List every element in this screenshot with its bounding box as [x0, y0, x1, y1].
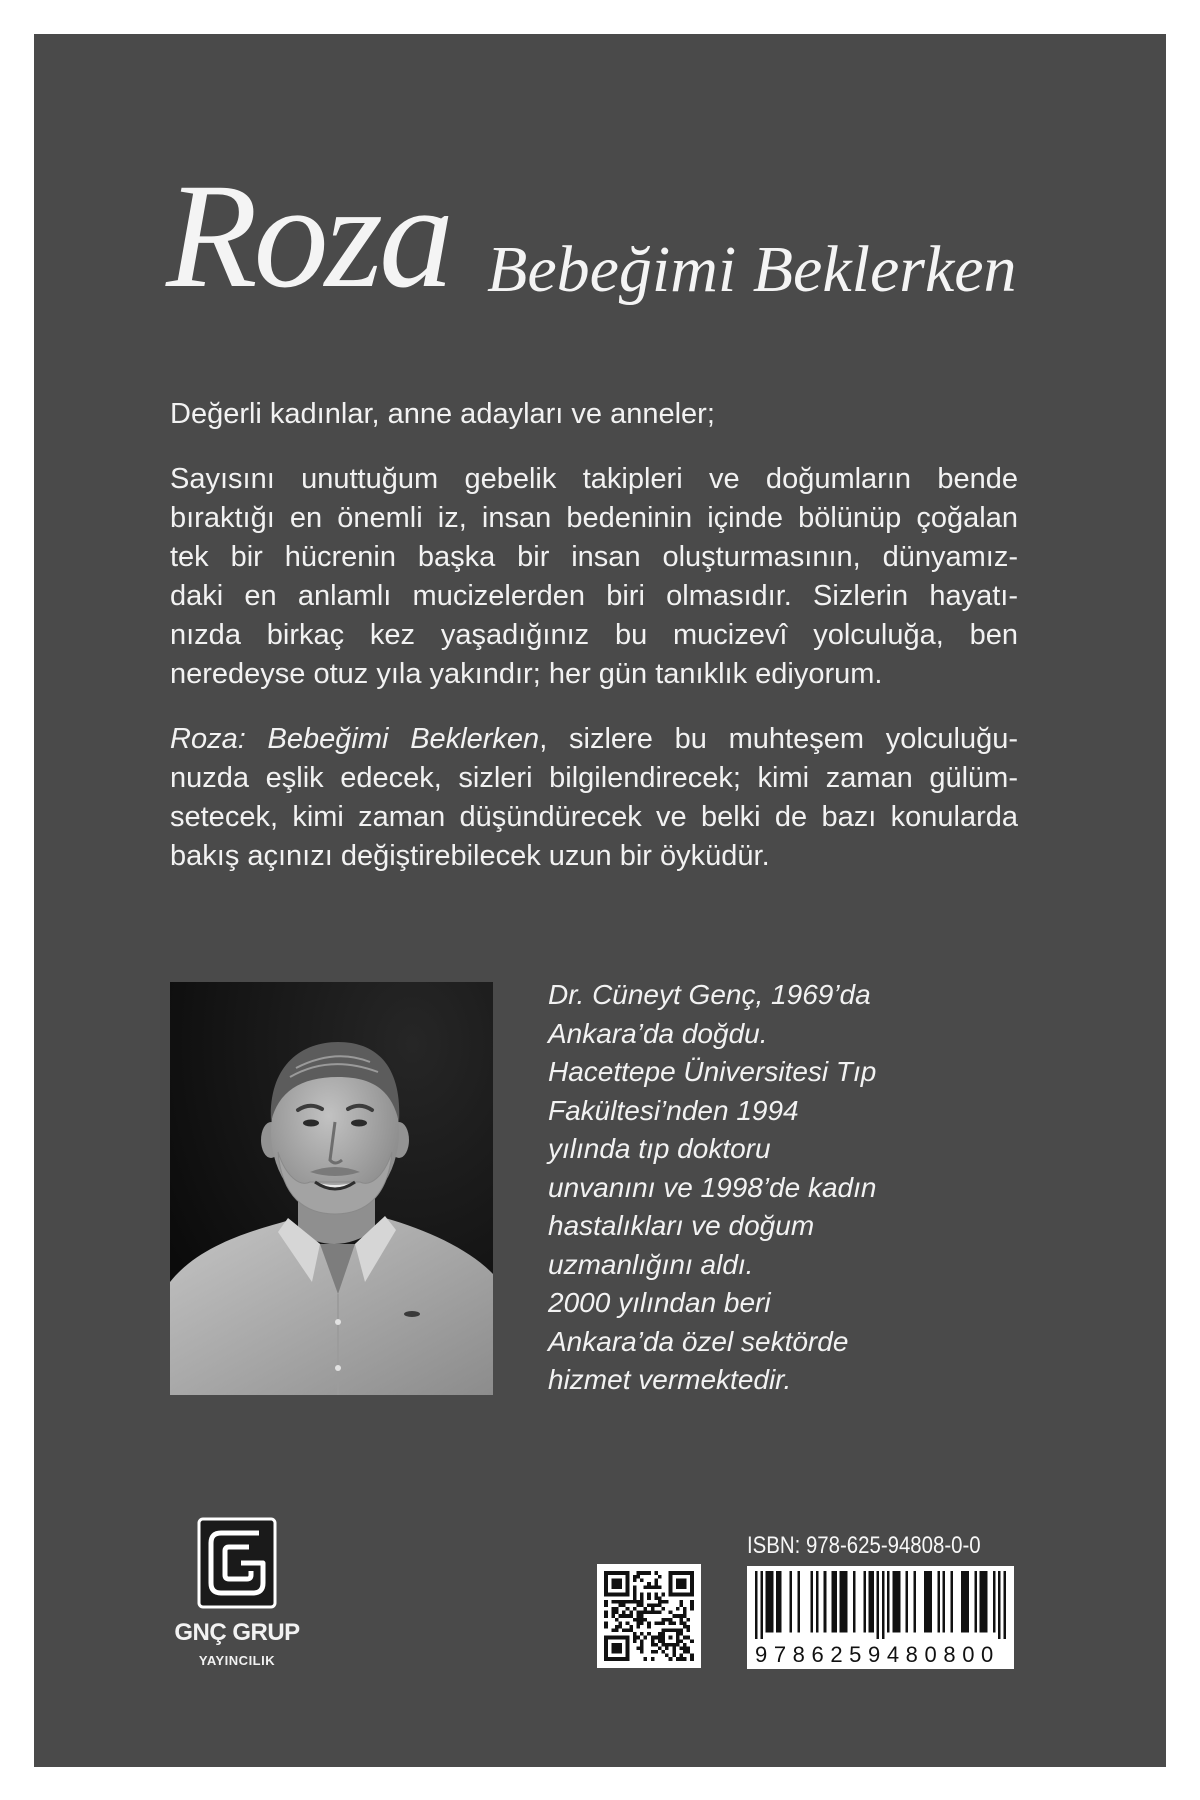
barcode-bar [906, 1571, 909, 1633]
barcode-bar [961, 1571, 969, 1633]
book-title-reference: Roza: Bebeğimi Beklerken [170, 723, 540, 755]
bio-line: yılında tıp doktoru [548, 1133, 771, 1164]
blurb-line: setecek, kimi zaman düşündürecek ve belki de bazı konularda [170, 801, 1018, 833]
blurb-line: nızda birkaç kez yaşadığınız bu mucizevî yolculuğa, ben [170, 619, 1018, 651]
author-portrait [170, 982, 493, 1395]
publisher-block [158, 1517, 316, 1669]
author-photo [170, 982, 493, 1395]
book-subtitle: Bebeğimi Beklerken [487, 233, 1017, 306]
barcode-bar [877, 1571, 880, 1639]
publisher-name: GNÇ GRUP [174, 1619, 300, 1646]
blurb-line: daki en anlamlı mucizelerden biri olmasıdır. Sizlerin hayatı- [170, 580, 1018, 612]
greeting-line: Değerli kadınlar, anne adayları ve anneler; [170, 398, 715, 430]
qr-modules [604, 1571, 694, 1661]
blurb-paragraph-1 [170, 460, 1018, 694]
blurb-line: neredeyse otuz yıla yakındır; her gün tanıklık ediyorum. [170, 658, 883, 690]
bio-line: Ankara’da doğdu. [548, 1017, 768, 1049]
bio-line: Hacettepe Üniversitesi Tıp [548, 1056, 877, 1087]
barcode-bar [937, 1571, 940, 1633]
barcode-bar [797, 1571, 800, 1633]
blurb-line: nuzda eşlik edecek, sizleri bilgilendirecek; kimi zaman gülüm- [170, 762, 1018, 794]
portrait-shirt-logo [404, 1311, 420, 1317]
isbn-barcode [747, 1566, 1014, 1669]
barcode-bar [892, 1571, 900, 1633]
bio-line: Ankara’da özel sektörde [548, 1325, 849, 1357]
barcode-bar [760, 1571, 763, 1639]
book-title: Roza [166, 153, 450, 319]
publisher-tagline: YAYINCILIK [198, 1653, 276, 1668]
author-bio [548, 976, 988, 1400]
portrait-eye-right [351, 1120, 367, 1127]
barcode-bar [869, 1571, 874, 1633]
bio-line: hizmet vermektedir. [548, 1364, 792, 1395]
barcode-bar [882, 1571, 885, 1639]
barcode-bar [943, 1571, 946, 1633]
portrait-eye-left [303, 1120, 319, 1127]
bio-line: Dr. Cüneyt Genç, 1969’da [548, 979, 871, 1010]
gnc-grup-logo-icon [197, 1517, 277, 1609]
blurb-line: bıraktığı en önemli iz, insan bedeninin içinde bölünüp çoğalan [170, 502, 1018, 534]
blurb-line-text: , sizlere bu muhteşem yolculuğu- [539, 723, 1018, 755]
barcode-bar [998, 1571, 1001, 1639]
bio-line: hastalıkları ve doğum [548, 1210, 815, 1241]
barcode-bar [816, 1571, 819, 1633]
barcode-digits: 9786259480800 [755, 1642, 1000, 1667]
qr-code-graphic [597, 1564, 701, 1668]
barcode-bar [810, 1571, 813, 1633]
barcode-bar [951, 1571, 954, 1633]
barcode-bar [766, 1571, 774, 1633]
blurb-line [170, 720, 1018, 759]
blurb-line: bakış açınızı değiştirebilecek uzun bir öyküdür. [170, 840, 770, 872]
barcode-bar [980, 1571, 988, 1633]
qr-code-icon [597, 1564, 701, 1668]
barcode-bar [974, 1571, 977, 1633]
bio-line: uzmanlığını aldı. [548, 1248, 754, 1280]
barcode-bar [863, 1571, 866, 1633]
bio-line: unvanını ve 1998’de kadın [548, 1171, 877, 1203]
barcode-bar [887, 1571, 890, 1633]
barcode-bar [832, 1571, 837, 1633]
barcode-bar [776, 1571, 781, 1633]
isbn-label: ISBN: 978-625-94808-0-0 [747, 1532, 981, 1559]
barcode-bar [853, 1571, 856, 1633]
barcode-bar [789, 1571, 792, 1633]
blurb-line: Sayısını unuttuğum gebelik takipleri ve doğumların bende [170, 463, 1018, 495]
blurb-line: tek bir hücrenin başka bir insan oluşturmasının, dünyamız- [170, 541, 1018, 573]
barcode-bar [924, 1571, 932, 1633]
blurb-greeting [170, 395, 1018, 434]
portrait-shirt-button [335, 1365, 341, 1371]
blurb-paragraph-2 [170, 720, 1018, 876]
barcode-bar [1003, 1571, 1006, 1639]
barcode-bar [993, 1571, 996, 1633]
bio-line: 2000 yılından beri [548, 1287, 771, 1318]
barcode-bar [914, 1571, 917, 1633]
barcode-bar [755, 1571, 758, 1639]
barcode-bar [824, 1571, 827, 1633]
barcode-bar [840, 1571, 848, 1633]
portrait-shirt-button [335, 1319, 341, 1325]
bio-line: Fakültesi’nden 1994 [548, 1094, 799, 1126]
barcode-bars [755, 1571, 1006, 1639]
